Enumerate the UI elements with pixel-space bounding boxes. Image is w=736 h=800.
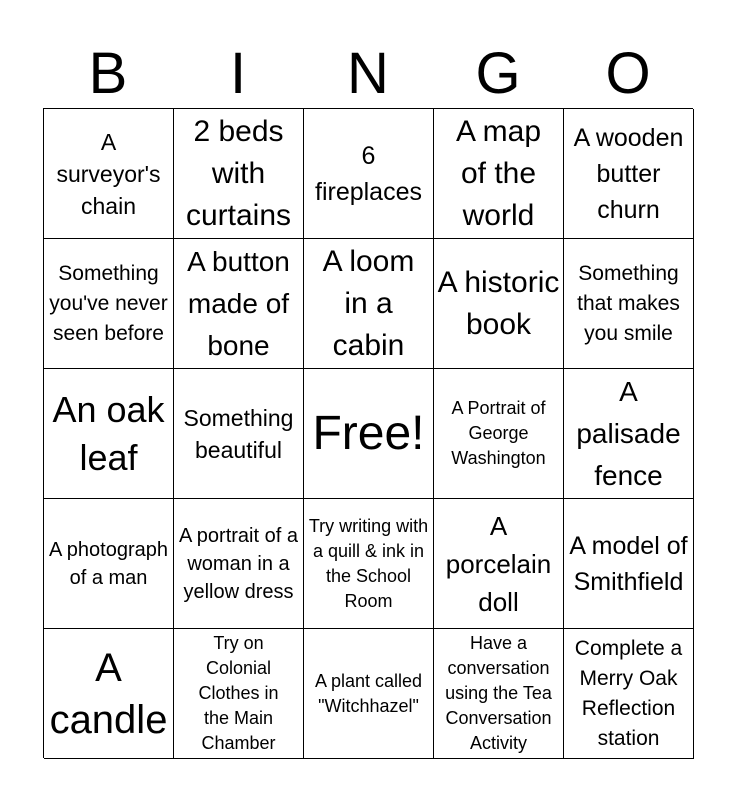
cell-text: A model of Smithfield — [569, 531, 688, 596]
cell-text: A portrait of a woman in a yellow dress — [179, 524, 298, 603]
bingo-cell-r1-c2[interactable] — [174, 109, 304, 239]
cell-text: A historic book — [437, 265, 560, 341]
bingo-cell-r4-c1[interactable] — [44, 499, 174, 629]
cell-text: A porcelain doll — [445, 510, 552, 617]
bingo-cell-r5-c5[interactable] — [564, 629, 694, 759]
bingo-cell-r2-c2[interactable] — [174, 239, 304, 369]
bingo-cell-r3-c1[interactable] — [44, 369, 174, 499]
cell-text: An oak leaf — [52, 388, 165, 478]
bingo-cell-r1-c1[interactable] — [44, 109, 174, 239]
bingo-cell-r4-c4[interactable] — [434, 499, 564, 629]
cell-text: Try on Colonial Clothes in the Main Chamber — [198, 633, 279, 753]
cell-text: A Portrait of George Washington — [451, 398, 546, 468]
bingo-cell-r5-c3[interactable] — [304, 629, 434, 759]
cell-text: A button made of bone — [187, 245, 290, 361]
bingo-cell-r1-c3[interactable] — [304, 109, 434, 239]
bingo-cell-r5-c2[interactable] — [174, 629, 304, 759]
cell-text: A map of the world — [455, 114, 542, 232]
header-letter-b: B — [88, 41, 128, 106]
header-letter-n: N — [347, 41, 389, 106]
cell-text: Something that makes you smile — [577, 261, 680, 345]
cell-text: Complete a Merry Oak Reflection station — [574, 636, 683, 750]
bingo-cell-r2-c1[interactable] — [44, 239, 174, 369]
bingo-header — [43, 40, 693, 108]
cell-text: A palisade fence — [576, 375, 681, 491]
cell-text: 6 fireplaces — [315, 141, 422, 206]
cell-text: Something you've never seen before — [49, 261, 168, 345]
bingo-cell-r4-c3[interactable] — [304, 499, 434, 629]
header-letter-i: I — [229, 41, 247, 106]
cell-text: A wooden butter churn — [573, 123, 684, 224]
cell-text: Free! — [312, 406, 425, 460]
cell-text: 2 beds with curtains — [185, 114, 292, 232]
bingo-cell-r4-c5[interactable] — [564, 499, 694, 629]
bingo-cell-r1-c4[interactable] — [434, 109, 564, 239]
bingo-card-grid — [43, 108, 693, 758]
cell-text: A plant called "Witchhazel" — [314, 670, 423, 716]
cell-text: A candle — [49, 645, 168, 742]
cell-text: A photograph of a man — [49, 538, 168, 589]
bingo-cell-r3-c2[interactable] — [174, 369, 304, 499]
cell-text: A surveyor's chain — [56, 128, 161, 219]
bingo-cell-r2-c3[interactable] — [304, 239, 434, 369]
bingo-cell-r3-c3[interactable] — [304, 369, 434, 499]
cell-text: Something beautiful — [183, 404, 294, 463]
cell-text: Have a conversation using the Tea Conversation Activity — [445, 633, 552, 753]
bingo-cell-r4-c2[interactable] — [174, 499, 304, 629]
bingo-cell-r3-c5[interactable] — [564, 369, 694, 499]
bingo-cell-r2-c4[interactable] — [434, 239, 564, 369]
bingo-cell-r5-c4[interactable] — [434, 629, 564, 759]
bingo-cell-r2-c5[interactable] — [564, 239, 694, 369]
bingo-cell-r1-c5[interactable] — [564, 109, 694, 239]
bingo-cell-r3-c4[interactable] — [434, 369, 564, 499]
header-letter-g: G — [475, 41, 521, 106]
header-letter-o: O — [605, 41, 651, 106]
cell-text: Try writing with a quill & ink in the School Room — [308, 515, 429, 611]
cell-text: A loom in a cabin — [322, 244, 415, 362]
bingo-cell-r5-c1[interactable] — [44, 629, 174, 759]
